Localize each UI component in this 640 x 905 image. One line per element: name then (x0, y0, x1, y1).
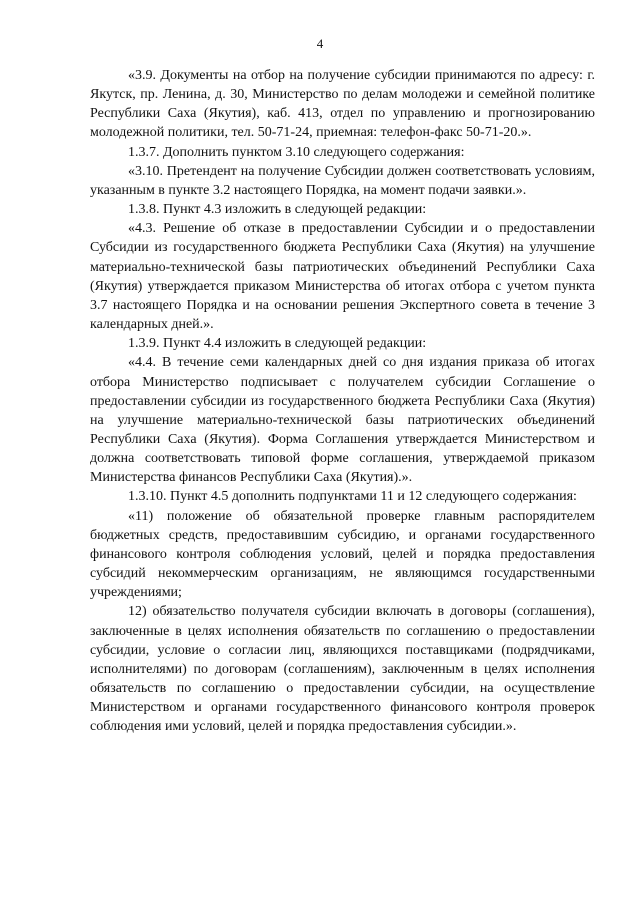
paragraph-1-3-9: 1.3.9. Пункт 4.4 изложить в следующей редакции: (128, 336, 427, 352)
paragraph-1-3-10: 1.3.10. Пункт 4.5 дополнить подпунктами 11 и 12 следующего содержания: (128, 489, 577, 505)
paragraph-3-9: «3.9. Документы на отбор на получение субсидии принимаются по адресу: г. Якутск, пр. Ленина, д. 30, Министерство по делам молодежи и семейной политике Республики Саха (Якутия), каб. 413, отдел по управлению и прогнозированию молодежной политики, тел. 50-71-24, приемная: телефон-факс 50-71-20.». (90, 68, 595, 141)
page-number: 4 (316, 36, 324, 51)
paragraph-4-4: «4.4. В течение семи календарных дней со дня издания приказа об итогах отбора Министерство подписывает с получателем субсидии Соглашение о предоставлении субсидии из государственного бюджета Республики Саха (Якутия) на улучшение материально-технической базы патриотических объединений Республики Саха (Якутия). Форма Соглашения утверждается Министерством и должна соответствовать типовой форме соглашения, утверждаемой приказом Министерства финансов Республики Саха (Якутия).». (90, 355, 595, 486)
document-body (90, 66, 595, 736)
paragraph-1-3-8: 1.3.8. Пункт 4.3 изложить в следующей редакции: (128, 202, 427, 218)
paragraph-item-12: 12) обязательство получателя субсидии включать в договоры (соглашения), заключенные в целях исполнения обязательств по соглашению о предоставлении субсидии, условие о согласии лиц, являющихся поставщиками (подрядчиками, исполнителями) по договорам (соглашениям), заключенным в целях исполнения обязательств по соглашению о предоставлении субсидии, на осуществление Министерством и органами государственного финансового контроля проверок соблюдения ими условий, целей и порядка предоставления субсидии.». (90, 604, 595, 735)
paragraph-1-3-7: 1.3.7. Дополнить пунктом 3.10 следующего содержания: (128, 144, 465, 160)
paragraph-4-3: «4.3. Решение об отказе в предоставлении Субсидии и о предоставлении Субсидии из государственного бюджета Республики Саха (Якутия) на улучшение материально-технической базы патриотических объединений Республики Саха (Якутия) утверждается приказом Министерства об итогах отбора с учетом пункта 3.7 настоящего Порядка и на основании решения Экспертного совета в течение 3 календарных дней.». (90, 221, 595, 333)
paragraph-item-11: «11) положение об обязательной проверке главным распорядителем бюджетных средств, предоставившим субсидию, и органами государственного финансового контроля соблюдения условий, целей и порядка предоставления субсидий некоммерческим организациям, не являющимся государственными учреждениями; (90, 508, 595, 601)
paragraph-3-10: «3.10. Претендент на получение Субсидии должен соответствовать условиям, указанным в пункте 3.2 настоящего Порядка, на момент подачи заявки.». (90, 163, 595, 198)
